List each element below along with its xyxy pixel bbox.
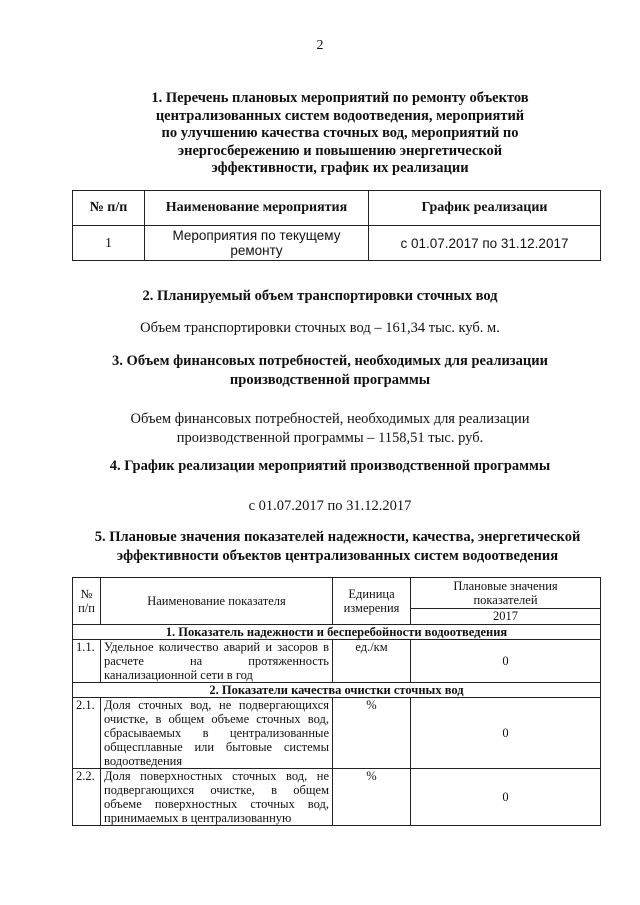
section3-text xyxy=(0,410,640,448)
activity-name-line: Мероприятия по текущему xyxy=(172,228,341,243)
table-row xyxy=(73,640,601,683)
indicator-name: Удельное количество аварий и засоров в расчете на протяженность канализационной сети в год xyxy=(101,640,333,683)
table-header-row xyxy=(73,191,601,226)
indicator-value: 0 xyxy=(411,769,601,826)
section1-title-line: по улучшению качества сточных вод, мероприятий по xyxy=(161,125,519,141)
header-text: Единица xyxy=(348,587,395,601)
activity-name-line: ремонту xyxy=(230,243,283,258)
row-number: 1.1. xyxy=(73,640,101,683)
section3-title-line: производственной программы xyxy=(229,372,431,388)
indicator-value: 0 xyxy=(411,698,601,769)
column-header: График реализации xyxy=(369,191,601,226)
section4-text: с 01.07.2017 по 31.12.2017 xyxy=(248,498,412,514)
section1-title xyxy=(110,90,570,178)
page-number: 2 xyxy=(316,38,324,53)
table-row xyxy=(73,226,601,261)
column-header-name: Наименование показателя xyxy=(101,578,333,625)
column-header: Наименование мероприятия xyxy=(145,191,369,226)
section4-title: 4. График реализации мероприятий производственной программы xyxy=(109,458,551,474)
header-text: Плановые значения xyxy=(453,578,558,593)
row-number: 1 xyxy=(73,226,145,261)
column-header-unit xyxy=(333,578,411,625)
column-header-number xyxy=(73,578,101,625)
indicator-unit: % xyxy=(333,769,411,826)
row-number: 2.1. xyxy=(73,698,101,769)
section1-title-line: централизованных систем водоотведения, мероприятий xyxy=(155,107,525,124)
section2-text: Объем транспортировки сточных вод – 161,34 тыс. куб. м. xyxy=(140,320,500,336)
activities-table xyxy=(72,190,601,261)
section3-text-line: Объем финансовых потребностей, необходимых для реализации xyxy=(130,411,530,427)
section1-title-line: эффективности, график их реализации xyxy=(211,160,469,176)
section3-title-line: 3. Объем финансовых потребностей, необходимых для реализации xyxy=(112,353,548,369)
activity-name xyxy=(145,226,369,261)
header-text: показателей xyxy=(473,592,538,607)
section2-title: 2. Планируемый объем транспортировки сточных вод xyxy=(142,288,498,304)
table-row xyxy=(73,769,601,826)
indicator-unit: ед./км xyxy=(333,640,411,683)
indicator-name: Доля поверхностных сточных вод, не подвергающихся очистке, в общем объеме поверхностных сточных вод, принимаемых в централизованную xyxy=(101,769,333,826)
table-row xyxy=(73,698,601,769)
section5-title-line: 5. Плановые значения показателей надежности, качества, энергетической xyxy=(94,529,581,545)
header-text: № xyxy=(80,587,93,601)
group-row xyxy=(73,683,601,698)
section5-title-line: эффективности объектов централизованных систем водоотведения xyxy=(116,548,559,564)
column-header-year: 2017 xyxy=(411,608,601,624)
column-header-plan xyxy=(411,578,601,609)
table-header-row xyxy=(73,578,601,609)
section3-title xyxy=(60,352,600,390)
header-text: п/п xyxy=(78,601,95,615)
section3-text-line: производственной программы – 1158,51 тыс. руб. xyxy=(176,430,484,446)
activity-schedule: с 01.07.2017 по 31.12.2017 xyxy=(369,226,601,261)
section1-title-line: 1. Перечень плановых мероприятий по ремонту объектов xyxy=(151,90,529,106)
column-header: № п/п xyxy=(73,191,145,226)
group-title: 2. Показатели качества очистки сточных вод xyxy=(73,683,601,698)
group-row xyxy=(73,625,601,640)
section1-title-line: энергосбережению и повышению энергетической xyxy=(177,142,503,159)
group-title: 1. Показатель надежности и бесперебойности водоотведения xyxy=(73,625,601,640)
row-number: 2.2. xyxy=(73,769,101,826)
indicators-table xyxy=(72,577,601,826)
indicator-unit: % xyxy=(333,698,411,769)
indicator-value: 0 xyxy=(411,640,601,683)
indicator-name: Доля сточных вод, не подвергающихся очистке, в общем объеме сточных вод, сбрасываемых в централизованные общесплавные или бытовые системы водоотведения xyxy=(101,698,333,769)
header-text: измерения xyxy=(343,601,400,615)
section5-title xyxy=(50,528,625,566)
